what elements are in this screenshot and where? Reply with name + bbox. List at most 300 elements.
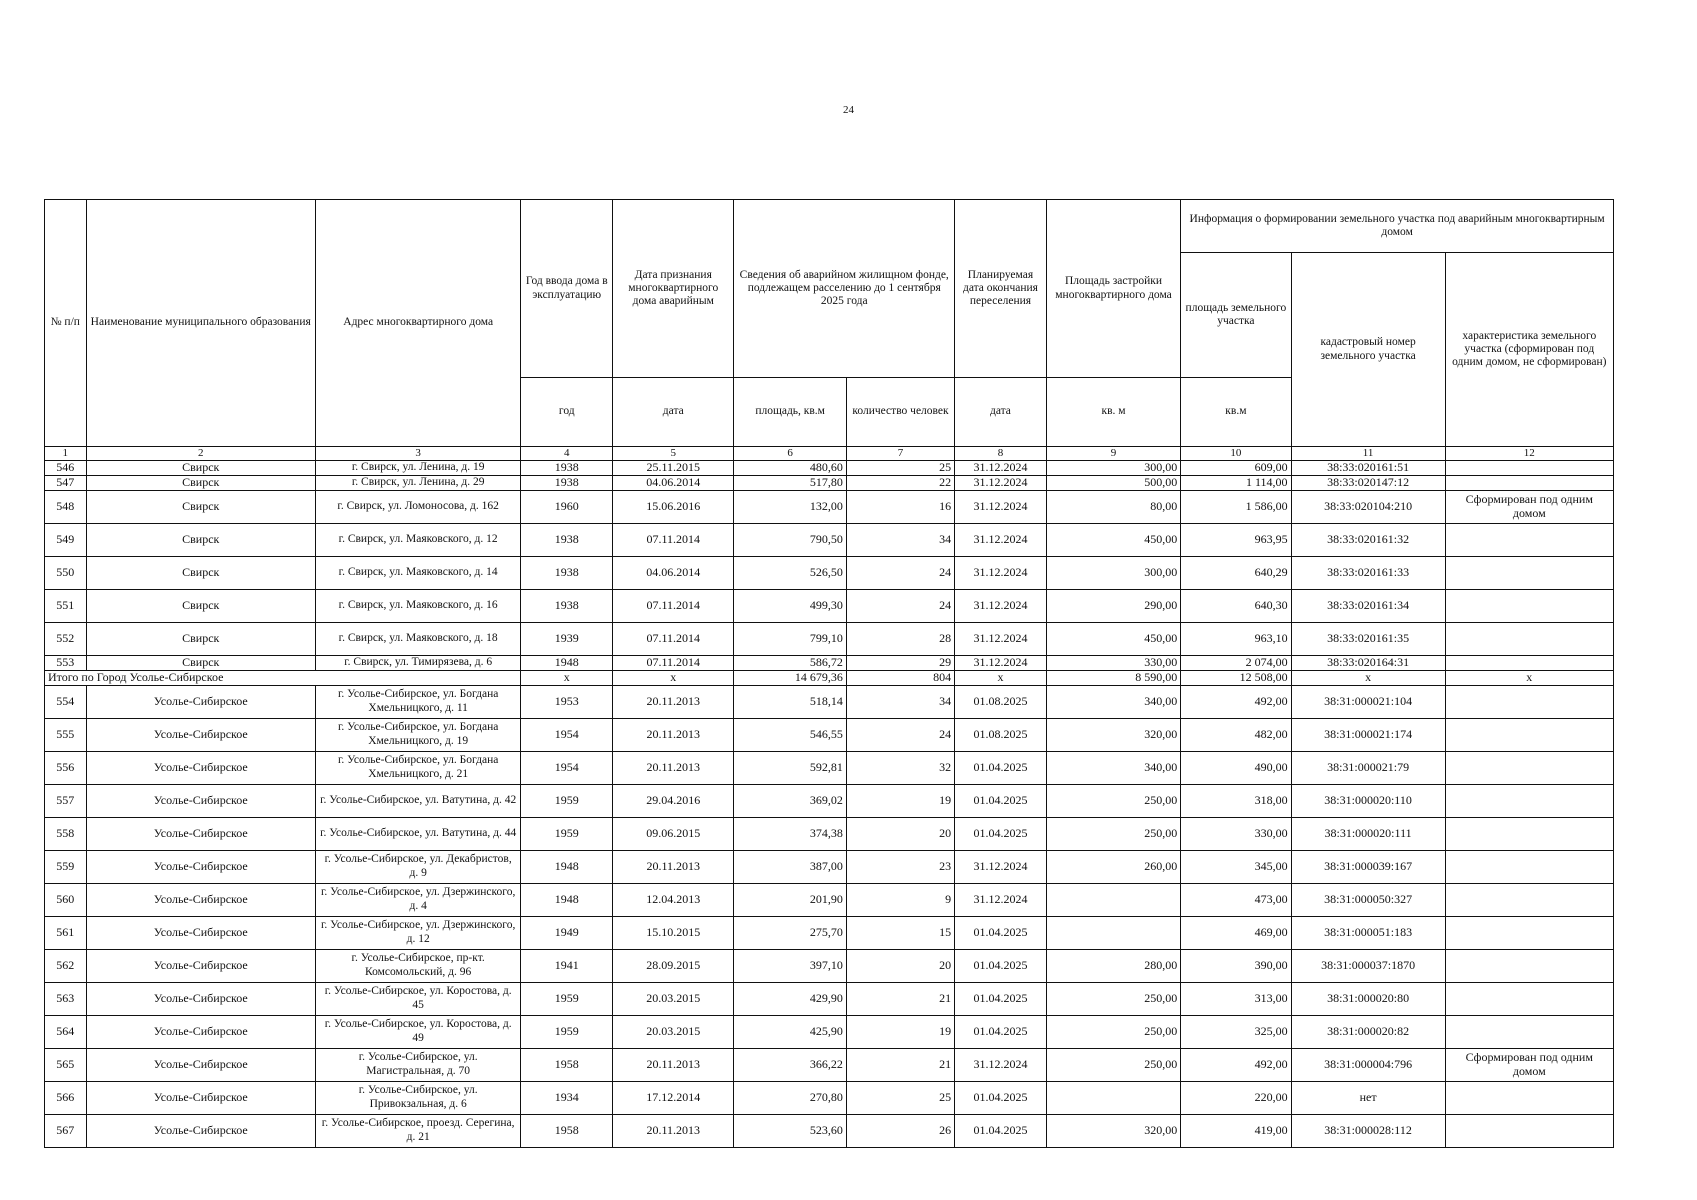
row-number: 566 (45, 1081, 87, 1114)
cadastral-cell: 38:31:000051:183 (1291, 916, 1445, 949)
area-cell: 592,81 (734, 751, 847, 784)
municipality-cell: Усолье-Сибирское (86, 751, 315, 784)
area-cell: 518,14 (734, 685, 847, 718)
recognition-date-cell: 12.04.2013 (613, 883, 734, 916)
column-number: 1 (45, 447, 87, 461)
year-cell: 1954 (521, 718, 613, 751)
total-area: 14 679,36 (734, 670, 847, 685)
total-cadastral: x (1291, 670, 1445, 685)
people-cell: 22 (846, 475, 954, 490)
table-row (45, 490, 1614, 523)
row-number: 554 (45, 685, 87, 718)
total-date: x (613, 670, 734, 685)
municipality-cell: Свирск (86, 523, 315, 556)
year-cell: 1960 (521, 490, 613, 523)
table-row (45, 685, 1614, 718)
built-area-cell (1046, 916, 1180, 949)
municipality-cell: Усолье-Сибирское (86, 916, 315, 949)
year-cell: 1939 (521, 622, 613, 655)
cadastral-cell: 38:31:000039:167 (1291, 850, 1445, 883)
built-area-cell: 250,00 (1046, 817, 1180, 850)
planned-date-cell: 01.08.2025 (955, 718, 1047, 751)
recognition-date-cell: 20.11.2013 (613, 1114, 734, 1147)
people-cell: 20 (846, 817, 954, 850)
people-cell: 21 (846, 982, 954, 1015)
row-number: 559 (45, 850, 87, 883)
header-housing-info: Сведения об аварийном жилищном фонде, подлежащем расселению до 1 сентября 2025 года (734, 200, 955, 378)
cadastral-cell: 38:31:000021:104 (1291, 685, 1445, 718)
land-characteristic-cell (1445, 622, 1613, 655)
recognition-date-cell: 20.11.2013 (613, 850, 734, 883)
area-cell: 132,00 (734, 490, 847, 523)
cadastral-cell: 38:33:020161:35 (1291, 622, 1445, 655)
year-cell: 1934 (521, 1081, 613, 1114)
people-cell: 34 (846, 523, 954, 556)
row-number: 567 (45, 1114, 87, 1147)
municipality-cell: Усолье-Сибирское (86, 1114, 315, 1147)
planned-date-cell: 01.04.2025 (955, 1081, 1047, 1114)
cadastral-cell: 38:31:000020:111 (1291, 817, 1445, 850)
built-area-cell: 300,00 (1046, 460, 1180, 475)
column-number: 11 (1291, 447, 1445, 461)
page-number: 24 (843, 104, 854, 116)
municipality-cell: Усолье-Сибирское (86, 1081, 315, 1114)
area-cell: 369,02 (734, 784, 847, 817)
header-land-group: Информация о формировании земельного участка под аварийным многоквартирным домом (1181, 200, 1614, 253)
land-characteristic-cell (1445, 883, 1613, 916)
area-cell: 523,60 (734, 1114, 847, 1147)
municipality-cell: Свирск (86, 622, 315, 655)
recognition-date-cell: 04.06.2014 (613, 475, 734, 490)
land-area-cell: 390,00 (1181, 949, 1291, 982)
address-cell: г. Усолье-Сибирское, ул. Дзержинского, д. 12 (315, 916, 520, 949)
planned-date-cell: 01.04.2025 (955, 1015, 1047, 1048)
row-number: 565 (45, 1048, 87, 1081)
recognition-date-cell: 20.11.2013 (613, 751, 734, 784)
total-year: x (521, 670, 613, 685)
built-area-cell: 250,00 (1046, 1048, 1180, 1081)
unit-planned-date: дата (955, 378, 1047, 447)
built-area-cell: 250,00 (1046, 1015, 1180, 1048)
cadastral-cell: 38:31:000021:174 (1291, 718, 1445, 751)
built-area-cell: 340,00 (1046, 685, 1180, 718)
address-cell: г. Усолье-Сибирское, ул. Богдана Хмельницкого, д. 11 (315, 685, 520, 718)
table-row (45, 589, 1614, 622)
address-cell: г. Свирск, ул. Маяковского, д. 14 (315, 556, 520, 589)
planned-date-cell: 01.04.2025 (955, 784, 1047, 817)
municipality-cell: Усолье-Сибирское (86, 850, 315, 883)
row-number: 557 (45, 784, 87, 817)
recognition-date-cell: 20.03.2015 (613, 1015, 734, 1048)
address-cell: г. Усолье-Сибирское, пр-кт. Комсомольский, д. 96 (315, 949, 520, 982)
recognition-date-cell: 20.03.2015 (613, 982, 734, 1015)
column-number: 4 (521, 447, 613, 461)
recognition-date-cell: 07.11.2014 (613, 622, 734, 655)
table-row (45, 751, 1614, 784)
column-number: 6 (734, 447, 847, 461)
table-row (45, 982, 1614, 1015)
column-number: 9 (1046, 447, 1180, 461)
municipality-cell: Свирск (86, 589, 315, 622)
built-area-cell: 450,00 (1046, 622, 1180, 655)
recognition-date-cell: 25.11.2015 (613, 460, 734, 475)
column-number-row (45, 447, 1614, 461)
table-row (45, 817, 1614, 850)
address-cell: г. Усолье-Сибирское, ул. Магистральная, д. 70 (315, 1048, 520, 1081)
planned-date-cell: 01.04.2025 (955, 916, 1047, 949)
address-cell: г. Свирск, ул. Маяковского, д. 18 (315, 622, 520, 655)
planned-date-cell: 31.12.2024 (955, 883, 1047, 916)
people-cell: 23 (846, 850, 954, 883)
cadastral-cell: 38:33:020164:31 (1291, 655, 1445, 670)
land-area-cell: 2 074,00 (1181, 655, 1291, 670)
built-area-cell (1046, 883, 1180, 916)
column-number: 7 (846, 447, 954, 461)
address-cell: г. Свирск, ул. Маяковского, д. 16 (315, 589, 520, 622)
column-number: 2 (86, 447, 315, 461)
land-characteristic-cell: Сформирован под одним домом (1445, 1048, 1613, 1081)
recognition-date-cell: 20.11.2013 (613, 685, 734, 718)
municipality-cell: Усолье-Сибирское (86, 883, 315, 916)
table-row (45, 460, 1614, 475)
address-cell: г. Свирск, ул. Ленина, д. 19 (315, 460, 520, 475)
municipality-cell: Свирск (86, 475, 315, 490)
people-cell: 29 (846, 655, 954, 670)
planned-date-cell: 01.04.2025 (955, 982, 1047, 1015)
recognition-date-cell: 07.11.2014 (613, 589, 734, 622)
land-area-cell: 490,00 (1181, 751, 1291, 784)
area-cell: 397,10 (734, 949, 847, 982)
year-cell: 1949 (521, 916, 613, 949)
land-characteristic-cell (1445, 589, 1613, 622)
land-characteristic-cell (1445, 1114, 1613, 1147)
address-cell: г. Свирск, ул. Ленина, д. 29 (315, 475, 520, 490)
table-row (45, 475, 1614, 490)
built-area-cell: 80,00 (1046, 490, 1180, 523)
year-cell: 1959 (521, 1015, 613, 1048)
header-no: № п/п (45, 200, 87, 447)
total-built: 8 590,00 (1046, 670, 1180, 685)
row-number: 564 (45, 1015, 87, 1048)
year-cell: 1958 (521, 1114, 613, 1147)
municipality-cell: Свирск (86, 460, 315, 475)
row-number: 562 (45, 949, 87, 982)
area-cell: 586,72 (734, 655, 847, 670)
header-built-area: Площадь застройки многоквартирного дома (1046, 200, 1180, 378)
address-cell: г. Усолье-Сибирское, ул. Богдана Хмельницкого, д. 21 (315, 751, 520, 784)
rows-usolye (45, 685, 1614, 1147)
header-land-area: площадь земельного участка (1181, 253, 1291, 378)
land-area-cell: 345,00 (1181, 850, 1291, 883)
recognition-date-cell: 20.11.2013 (613, 1048, 734, 1081)
table-row (45, 850, 1614, 883)
year-cell: 1959 (521, 784, 613, 817)
row-number: 548 (45, 490, 87, 523)
address-cell: г. Усолье-Сибирское, ул. Коростова, д. 45 (315, 982, 520, 1015)
rows-svirsk (45, 460, 1614, 670)
land-characteristic-cell (1445, 817, 1613, 850)
land-area-cell: 482,00 (1181, 718, 1291, 751)
table-row (45, 883, 1614, 916)
address-cell: г. Усолье-Сибирское, ул. Коростова, д. 49 (315, 1015, 520, 1048)
table-row (45, 622, 1614, 655)
table-row (45, 784, 1614, 817)
planned-date-cell: 31.12.2024 (955, 556, 1047, 589)
address-cell: г. Усолье-Сибирское, ул. Богдана Хмельницкого, д. 19 (315, 718, 520, 751)
area-cell: 374,38 (734, 817, 847, 850)
municipality-cell: Усолье-Сибирское (86, 817, 315, 850)
table-row (45, 1114, 1614, 1147)
header-year: Год ввода дома в эксплуатацию (521, 200, 613, 378)
municipality-cell: Усолье-Сибирское (86, 1048, 315, 1081)
total-section (45, 670, 1614, 685)
built-area-cell: 500,00 (1046, 475, 1180, 490)
municipality-cell: Свирск (86, 655, 315, 670)
unit-area: площадь, кв.м (734, 378, 847, 447)
municipality-cell: Усолье-Сибирское (86, 784, 315, 817)
people-cell: 16 (846, 490, 954, 523)
cadastral-cell: нет (1291, 1081, 1445, 1114)
planned-date-cell: 31.12.2024 (955, 1048, 1047, 1081)
municipality-cell: Усолье-Сибирское (86, 949, 315, 982)
planned-date-cell: 31.12.2024 (955, 589, 1047, 622)
address-cell: г. Усолье-Сибирское, ул. Ватутина, д. 44 (315, 817, 520, 850)
municipality-cell: Свирск (86, 490, 315, 523)
year-cell: 1938 (521, 475, 613, 490)
year-cell: 1958 (521, 1048, 613, 1081)
cadastral-cell: 38:33:020161:34 (1291, 589, 1445, 622)
area-cell: 790,50 (734, 523, 847, 556)
built-area-cell: 300,00 (1046, 556, 1180, 589)
area-cell: 366,22 (734, 1048, 847, 1081)
area-cell: 387,00 (734, 850, 847, 883)
recognition-date-cell: 04.06.2014 (613, 556, 734, 589)
people-cell: 26 (846, 1114, 954, 1147)
recognition-date-cell: 29.04.2016 (613, 784, 734, 817)
people-cell: 24 (846, 589, 954, 622)
people-cell: 34 (846, 685, 954, 718)
land-characteristic-cell (1445, 523, 1613, 556)
land-area-cell: 419,00 (1181, 1114, 1291, 1147)
land-area-cell: 318,00 (1181, 784, 1291, 817)
year-cell: 1938 (521, 556, 613, 589)
planned-date-cell: 31.12.2024 (955, 475, 1047, 490)
address-cell: г. Усолье-Сибирское, проезд. Серегина, д. 21 (315, 1114, 520, 1147)
area-cell: 275,70 (734, 916, 847, 949)
people-cell: 25 (846, 460, 954, 475)
table-row (45, 655, 1614, 670)
table-row (45, 718, 1614, 751)
municipality-cell: Усолье-Сибирское (86, 982, 315, 1015)
planned-date-cell: 01.04.2025 (955, 817, 1047, 850)
built-area-cell: 340,00 (1046, 751, 1180, 784)
header-address: Адрес многоквартирного дома (315, 200, 520, 447)
land-characteristic-cell (1445, 850, 1613, 883)
unit-year: год (521, 378, 613, 447)
table-row (45, 1048, 1614, 1081)
built-area-cell: 260,00 (1046, 850, 1180, 883)
row-number: 552 (45, 622, 87, 655)
people-cell: 9 (846, 883, 954, 916)
column-number: 12 (1445, 447, 1613, 461)
year-cell: 1938 (521, 460, 613, 475)
total-characteristic: x (1445, 670, 1613, 685)
area-cell: 799,10 (734, 622, 847, 655)
land-characteristic-cell (1445, 556, 1613, 589)
land-characteristic-cell (1445, 1081, 1613, 1114)
land-characteristic-cell (1445, 982, 1613, 1015)
planned-date-cell: 31.12.2024 (955, 490, 1047, 523)
table-row (45, 1081, 1614, 1114)
table-row (45, 1015, 1614, 1048)
recognition-date-cell: 28.09.2015 (613, 949, 734, 982)
table-row (45, 916, 1614, 949)
row-number: 561 (45, 916, 87, 949)
total-people: 804 (846, 670, 954, 685)
cadastral-cell: 38:31:000020:82 (1291, 1015, 1445, 1048)
cadastral-cell: 38:31:000004:796 (1291, 1048, 1445, 1081)
land-characteristic-cell (1445, 685, 1613, 718)
emergency-housing-table (44, 199, 1614, 1148)
unit-land-sqm: кв.м (1181, 378, 1291, 447)
land-area-cell: 330,00 (1181, 817, 1291, 850)
total-land: 12 508,00 (1181, 670, 1291, 685)
recognition-date-cell: 20.11.2013 (613, 718, 734, 751)
recognition-date-cell: 17.12.2014 (613, 1081, 734, 1114)
built-area-cell: 250,00 (1046, 982, 1180, 1015)
land-characteristic-cell (1445, 949, 1613, 982)
year-cell: 1938 (521, 523, 613, 556)
year-cell: 1959 (521, 817, 613, 850)
land-area-cell: 1 114,00 (1181, 475, 1291, 490)
area-cell: 546,55 (734, 718, 847, 751)
cadastral-cell: 38:31:000037:1870 (1291, 949, 1445, 982)
built-area-cell: 320,00 (1046, 1114, 1180, 1147)
row-number: 555 (45, 718, 87, 751)
cadastral-cell: 38:31:000020:80 (1291, 982, 1445, 1015)
people-cell: 25 (846, 1081, 954, 1114)
cadastral-cell: 38:33:020161:32 (1291, 523, 1445, 556)
municipality-cell: Свирск (86, 556, 315, 589)
area-cell: 425,90 (734, 1015, 847, 1048)
row-number: 551 (45, 589, 87, 622)
land-characteristic-cell (1445, 718, 1613, 751)
people-cell: 19 (846, 784, 954, 817)
header-municipality: Наименование муниципального образования (86, 200, 315, 447)
total-label: Итого по Город Усолье-Сибирское (45, 670, 521, 685)
row-number: 558 (45, 817, 87, 850)
planned-date-cell: 31.12.2024 (955, 655, 1047, 670)
cadastral-cell: 38:33:020161:33 (1291, 556, 1445, 589)
land-characteristic-cell (1445, 751, 1613, 784)
people-cell: 32 (846, 751, 954, 784)
land-area-cell: 325,00 (1181, 1015, 1291, 1048)
land-area-cell: 473,00 (1181, 883, 1291, 916)
table-row (45, 523, 1614, 556)
header-land-characteristic: характеристика земельного участка (сформирован под одним домом, не сформирован) (1445, 253, 1613, 447)
land-characteristic-cell (1445, 475, 1613, 490)
cadastral-cell: 38:33:020161:51 (1291, 460, 1445, 475)
land-area-cell: 640,29 (1181, 556, 1291, 589)
people-cell: 21 (846, 1048, 954, 1081)
built-area-cell (1046, 1081, 1180, 1114)
land-area-cell: 492,00 (1181, 685, 1291, 718)
address-cell: г. Усолье-Сибирское, ул. Декабристов, д. 9 (315, 850, 520, 883)
recognition-date-cell: 07.11.2014 (613, 523, 734, 556)
land-area-cell: 640,30 (1181, 589, 1291, 622)
built-area-cell: 450,00 (1046, 523, 1180, 556)
land-characteristic-cell (1445, 460, 1613, 475)
people-cell: 28 (846, 622, 954, 655)
cadastral-cell: 38:33:020104:210 (1291, 490, 1445, 523)
year-cell: 1941 (521, 949, 613, 982)
area-cell: 480,60 (734, 460, 847, 475)
row-number: 546 (45, 460, 87, 475)
year-cell: 1953 (521, 685, 613, 718)
row-number: 550 (45, 556, 87, 589)
built-area-cell: 320,00 (1046, 718, 1180, 751)
land-characteristic-cell: Сформирован под одним домом (1445, 490, 1613, 523)
land-area-cell: 469,00 (1181, 916, 1291, 949)
land-area-cell: 313,00 (1181, 982, 1291, 1015)
unit-built-sqm: кв. м (1046, 378, 1180, 447)
planned-date-cell: 31.12.2024 (955, 622, 1047, 655)
cadastral-cell: 38:31:000020:110 (1291, 784, 1445, 817)
row-number: 563 (45, 982, 87, 1015)
land-area-cell: 220,00 (1181, 1081, 1291, 1114)
row-number: 560 (45, 883, 87, 916)
address-cell: г. Усолье-Сибирское, ул. Привокзальная, д. 6 (315, 1081, 520, 1114)
column-number: 8 (955, 447, 1047, 461)
area-cell: 499,30 (734, 589, 847, 622)
row-number: 553 (45, 655, 87, 670)
header-recognition-date: Дата признания многоквартирного дома аварийным (613, 200, 734, 378)
area-cell: 270,80 (734, 1081, 847, 1114)
address-cell: г. Свирск, ул. Тимирязева, д. 6 (315, 655, 520, 670)
planned-date-cell: 01.04.2025 (955, 751, 1047, 784)
land-characteristic-cell (1445, 916, 1613, 949)
recognition-date-cell: 09.06.2015 (613, 817, 734, 850)
table-row (45, 556, 1614, 589)
cadastral-cell: 38:31:000028:112 (1291, 1114, 1445, 1147)
unit-date: дата (613, 378, 734, 447)
unit-people: количество человек (846, 378, 954, 447)
people-cell: 24 (846, 718, 954, 751)
address-cell: г. Свирск, ул. Ломоносова, д. 162 (315, 490, 520, 523)
year-cell: 1948 (521, 655, 613, 670)
year-cell: 1948 (521, 850, 613, 883)
cadastral-cell: 38:33:020147:12 (1291, 475, 1445, 490)
municipality-cell: Усолье-Сибирское (86, 1015, 315, 1048)
address-cell: г. Свирск, ул. Маяковского, д. 12 (315, 523, 520, 556)
recognition-date-cell: 07.11.2014 (613, 655, 734, 670)
planned-date-cell: 01.08.2025 (955, 685, 1047, 718)
total-row (45, 670, 1614, 685)
column-number: 10 (1181, 447, 1291, 461)
area-cell: 526,50 (734, 556, 847, 589)
area-cell: 201,90 (734, 883, 847, 916)
land-characteristic-cell (1445, 1015, 1613, 1048)
planned-date-cell: 31.12.2024 (955, 460, 1047, 475)
people-cell: 15 (846, 916, 954, 949)
built-area-cell: 330,00 (1046, 655, 1180, 670)
column-number: 3 (315, 447, 520, 461)
land-characteristic-cell (1445, 784, 1613, 817)
area-cell: 517,80 (734, 475, 847, 490)
header-planned-date: Планируемая дата окончания переселения (955, 200, 1047, 378)
row-number: 556 (45, 751, 87, 784)
land-area-cell: 963,95 (1181, 523, 1291, 556)
